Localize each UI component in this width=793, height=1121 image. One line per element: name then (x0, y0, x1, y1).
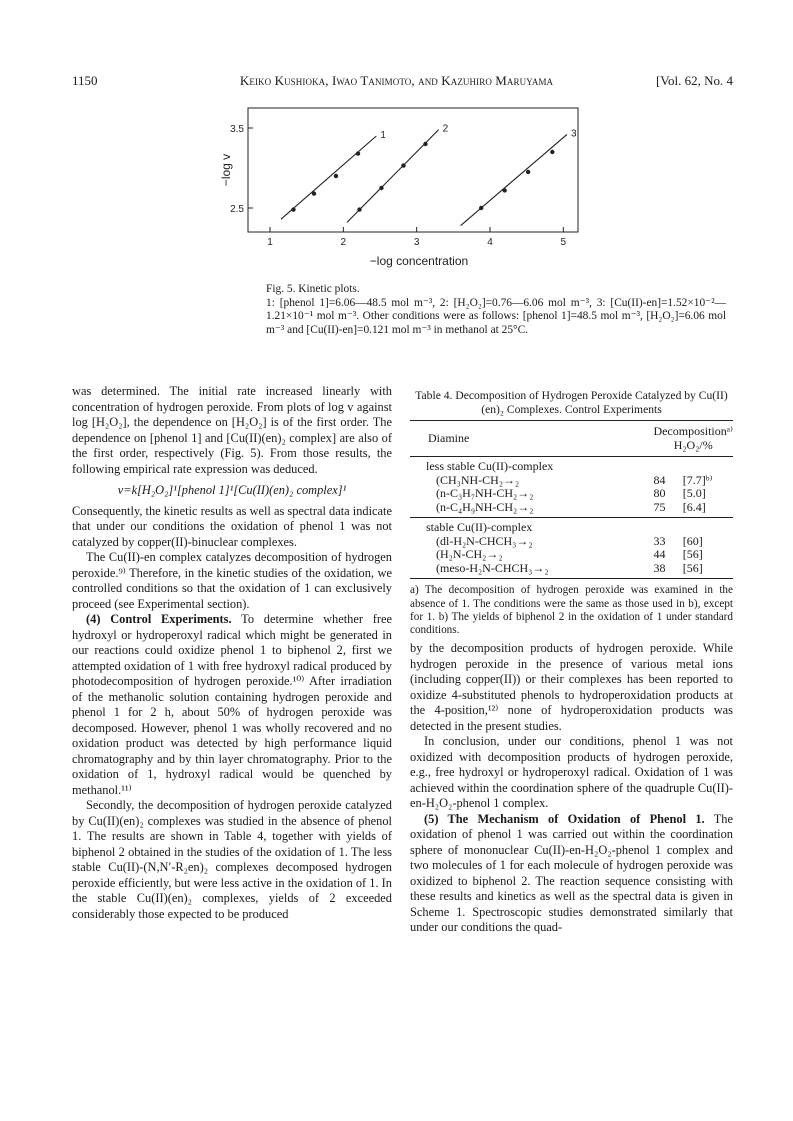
paragraph: In conclusion, under our conditions, phenol 1 was not oxidized with decomposition products of hydrogen peroxide, e.g., free hydroxyl or hydroperoxyl radical. Oxidation of 1 was achieved within the coordination sphere of the quadruple Cu(II)-en-H₂O₂-phenol 1 complex. (410, 734, 733, 810)
table-row (410, 535, 733, 549)
table-footnotes: a) The decomposition of hydrogen peroxide was examined in the absence of 1. The conditions were the same as those used in b), except for 1. b) The yields of biphenol 2 in the oxidation of 1 under standard conditions. (410, 584, 733, 637)
section-heading: (5) The Mechanism of Oxidation of Phenol 1. (424, 811, 705, 826)
table-header-row (410, 421, 733, 457)
group-label: stable Cu(II)-complex (426, 520, 533, 535)
table-row (410, 487, 733, 501)
cell-diamine: (CH₃NH-CH₂→₂ (436, 472, 520, 487)
paragraph: Consequently, the kinetic results as well as spectral data indicate that under our conditions the oxidation of phenol 1 was not catalyzed by copper(II)-binuclear complexes. (72, 503, 392, 549)
series-3-point (502, 188, 506, 192)
series-1-point (291, 207, 295, 211)
table-group-row (410, 457, 733, 474)
cell-value: 80 (653, 486, 666, 501)
series-1-point (356, 151, 360, 155)
table-row (410, 501, 733, 518)
table-row (410, 562, 733, 579)
figure-5-caption (266, 283, 726, 337)
left-column (72, 384, 392, 922)
running-head-volume: [Vol. 62, No. 4 (655, 73, 733, 88)
series-2-label: 2 (442, 123, 449, 135)
y-axis-label: −log v (219, 153, 233, 187)
paragraph: by the decomposition products of hydrogen peroxide. While hydrogen peroxide in the presence of various metal ions (including copper(II)) or their complexes has been reported to oxidize 4-substituted phenols to hydroperoxidation products at the 4-position,¹²⁾ none of hydroperoxidation products was detected in the present studies. (410, 641, 733, 733)
col-header-decomposition (653, 421, 733, 457)
paragraph-text: The oxidation of phenol 1 was carried out within the coordination sphere of mononuclear Cu(II)-en-H₂O₂-phenol 1 complex and two molecules of 1 for each molecule of hydrogen peroxide was oxidized to biphenol 2. The reaction sequence consisting with these results and kinetics as well as the spectral data is given in Scheme 1. Spectroscopic studies demonstrated similarly that under our conditions the quad- (410, 811, 733, 934)
group-label: less stable Cu(II)-complex (426, 459, 554, 474)
x-tick-label: 1 (267, 237, 273, 248)
right-column (410, 641, 733, 936)
series-2-point (423, 142, 427, 146)
col-header-decomposition-label: Decompositionᵃ⁾ (653, 424, 733, 439)
series-1-point (312, 191, 316, 195)
series-2-point (379, 186, 383, 190)
cell-yield: [56] (682, 560, 703, 575)
y-tick-label: 2.5 (230, 204, 244, 215)
cell-yield: [56] (682, 547, 703, 562)
table-caption: Table 4. Decomposition of Hydrogen Peroxide Catalyzed by Cu(II)(en)₂ Complexes. Control Experiments (415, 389, 728, 416)
cell-yield: [5.0] (682, 486, 706, 501)
figure-caption-body: 1: [phenol 1]=6.06—48.5 mol m⁻³, 2: [H₂O₂]=0.76—6.06 mol m⁻³, 3: [Cu(II)-en]=1.52×10⁻²—1.21×10⁻¹ mol m⁻³. Other conditions were as follows: [phenol 1]=48.5 mol m⁻³, [H₂O₂]=6.06 mol m⁻³ and [Cu(II)-en]=0.121 mol m⁻³ in methanol at 25°C. (266, 296, 726, 336)
cell-yield: [6.4] (682, 499, 706, 514)
rate-equation: v=k[H₂O₂]¹[phenol 1]¹[Cu(II)(en)₂ complex]¹ (117, 483, 347, 497)
series-3-point (479, 206, 483, 210)
cell-value: 44 (653, 547, 666, 562)
x-tick-label: 3 (413, 237, 420, 248)
paragraph-text: To determine whether free hydroxyl or hydroperoxyl radical which might be generated in our reactions could oxidize phenol 1 to biphenol 2, first we attempted oxidation of 1 with free hydroxyl radical produced by photodecomposition of hydrogen peroxide.¹⁰⁾ After irradiation of the methanolic solution containing hydrogen peroxide and phenol 1 for 2 h, about 50% of hydrogen peroxide was decomposed. However, phenol 1 was wholly recovered and no oxidation product was detected by high performance liquid chromatography and by thin layer chromatography. Prior to the oxidation of 1, hydroxyl radical would be quenched by methanol.¹¹⁾ (72, 612, 392, 797)
y-tick-label: 3.5 (230, 124, 244, 135)
series-2-point (401, 163, 405, 167)
paragraph (410, 812, 733, 936)
cell-value: 75 (653, 499, 666, 514)
series-1-point (334, 174, 338, 178)
cell-diamine: (n-C₄H₉NH-CH₂→₂ (436, 499, 534, 514)
x-axis-label: −log concentration (369, 254, 469, 268)
x-tick-label: 5 (560, 237, 567, 248)
series-3-point (550, 150, 554, 154)
table-row (410, 548, 733, 562)
figure-5-kinetic-plot (210, 100, 590, 290)
col-header-diamine: Diamine (428, 430, 470, 445)
cell-value: 84 (653, 472, 666, 487)
x-tick-label: 4 (487, 237, 493, 248)
page-number: 1150 (72, 73, 98, 88)
figure-caption-title: Fig. 5. Kinetic plots. (266, 283, 360, 295)
paragraph: Secondly, the decomposition of hydrogen peroxide catalyzed by Cu(II)(en)₂ complexes was studied in the absence of phenol 1. The results are shown in Table 4, together with yields of biphenol 2 obtained in the studies of the oxidation of 1. The less stable Cu(II)-(N,N′-R₂en)₂ complexes decomposed hydrogen peroxide efficiently, but were less active in the oxidation of 1. In the stable Cu(II)(en)₂ complexes, yields of 2 exceeded considerably those expected to be produced (72, 798, 392, 921)
cell-diamine: (n-C₃H₇NH-CH₂→₂ (436, 486, 534, 501)
cell-value: 33 (653, 533, 666, 548)
table-4-grid (410, 420, 733, 579)
cell-yield: [7.7]ᵇ⁾ (682, 472, 713, 487)
table-group-row (410, 518, 733, 535)
table-4 (410, 389, 733, 638)
series-3-label: 3 (571, 128, 577, 140)
x-tick-label: 2 (340, 237, 347, 248)
section-heading: (4) Control Experiments. (86, 612, 232, 626)
kinetic-plot-svg (210, 100, 590, 290)
cell-diamine: (H₂N-CH₂→₂ (436, 547, 503, 562)
series-3-point (526, 170, 530, 174)
cell-value: 38 (653, 560, 666, 575)
cell-diamine: (dl-H₂N-CHCH₃→₂ (436, 533, 533, 548)
paragraph: The Cu(II)-en complex catalyzes decomposition of hydrogen peroxide.⁹⁾ Therefore, in the kinetic studies of the oxidation, we controlled conditions so that the oxidation of 1 can exclusively proceed (see Experimental section). (72, 550, 392, 611)
series-1-label: 1 (380, 130, 386, 141)
paragraph: was determined. The initial rate increased linearly with concentration of hydrogen peroxide. From plots of log v against log [H₂O₂], the dependence on [H₂O₂] is of the first order. The dependence on [phenol 1] and [Cu(II)(en)₂ complex] are also of the first order, respectively (Fig. 5). From those results, the following empirical rate expression was deduced. (72, 384, 392, 476)
series-2-point (357, 207, 361, 211)
running-head-authors: Keiko Kushioka, Iwao Tanimoto, and Kazuhiro Maruyama (239, 73, 554, 88)
series-3-fit-line (461, 134, 567, 225)
table-row (410, 474, 733, 488)
cell-yield: [60] (682, 533, 703, 548)
paragraph (72, 612, 392, 798)
col-header-unit: H₂O₂/% (673, 437, 713, 452)
cell-diamine: (meso-H₂N-CHCH₃→₂ (436, 560, 549, 575)
